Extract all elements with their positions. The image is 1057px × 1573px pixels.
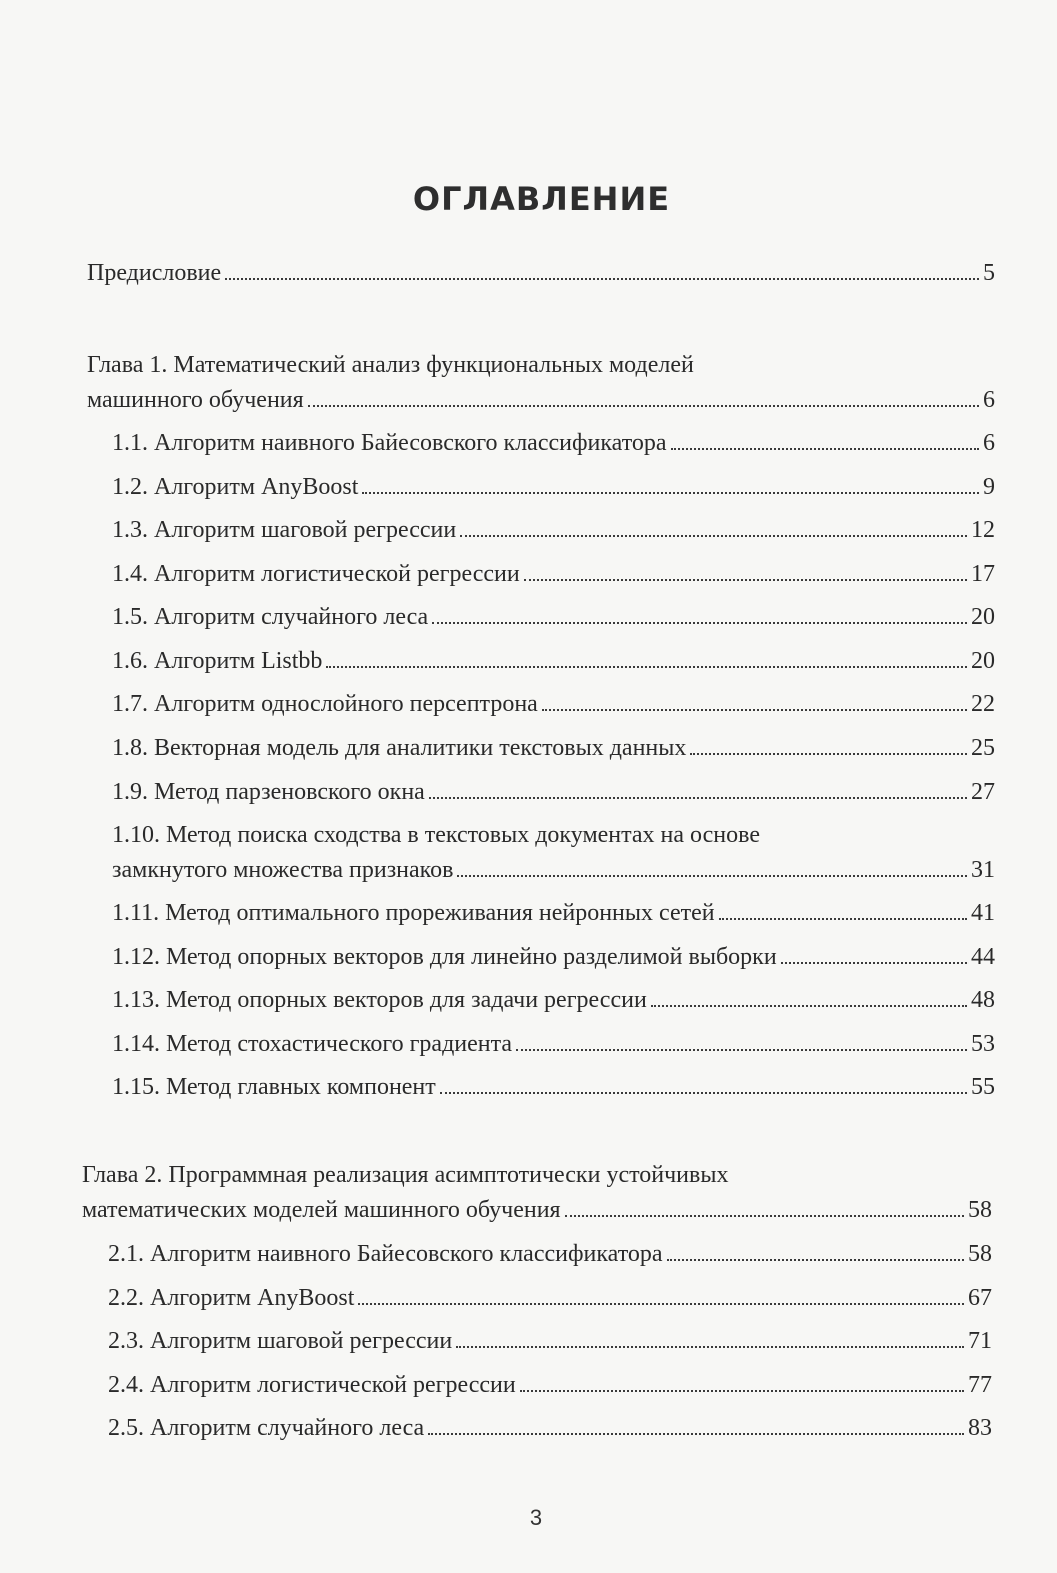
toc-entry-2-5[interactable]: [108, 1413, 992, 1443]
toc-page-number: 20: [971, 648, 995, 674]
dot-leader: [460, 534, 967, 537]
dot-leader: [308, 404, 979, 407]
toc-entry-1-10[interactable]: [112, 855, 995, 885]
toc-page-number: 12: [971, 517, 995, 543]
toc-entry-1-1[interactable]: [112, 428, 995, 458]
toc-entry-1-12[interactable]: [112, 942, 995, 972]
toc-page-number: 25: [971, 735, 995, 761]
toc-entry-1-2[interactable]: [112, 472, 995, 502]
toc-entry-label: 1.8. Векторная модель для аналитики текстовых данных: [112, 735, 687, 761]
toc-entry-1-11[interactable]: [112, 898, 995, 928]
dot-leader: [428, 1432, 964, 1435]
toc-page-number: 6: [983, 387, 995, 413]
toc-page-number: 22: [971, 691, 995, 717]
toc-entry-1-10-line-1[interactable]: 1.10. Метод поиска сходства в текстовых документах на основе: [112, 822, 760, 848]
dot-leader: [667, 1258, 964, 1261]
toc-page-number: 31: [971, 857, 995, 883]
dot-leader: [719, 917, 967, 920]
dot-leader: [520, 1389, 964, 1392]
dot-leader: [516, 1048, 967, 1051]
dot-leader: [524, 578, 967, 581]
dot-leader: [432, 621, 967, 624]
toc-page-number: 58: [968, 1197, 992, 1223]
toc-entry-label: 1.14. Метод стохастического градиента: [112, 1031, 513, 1057]
toc-entry-label: 1.1. Алгоритм наивного Байесовского классификатора: [112, 430, 667, 456]
toc-entry-label: замкнутого множества признаков: [112, 857, 454, 883]
toc-entry-1-15[interactable]: [112, 1072, 995, 1102]
toc-entry-1-8[interactable]: [112, 733, 995, 763]
toc-entry-1-13[interactable]: [112, 985, 995, 1015]
toc-entry-1-14[interactable]: [112, 1029, 995, 1059]
toc-entry-1-6[interactable]: [112, 646, 995, 676]
toc-entry-label: 1.13. Метод опорных векторов для задачи регрессии: [112, 987, 647, 1013]
toc-entry-1-3[interactable]: [112, 515, 995, 545]
dot-leader: [429, 796, 967, 799]
chapter-2-heading-line-1[interactable]: Глава 2. Программная реализация асимптотически устойчивых: [82, 1162, 729, 1188]
toc-entry-preface[interactable]: [87, 258, 995, 288]
toc-page-number: 6: [983, 430, 995, 456]
toc-entry-1-7[interactable]: [112, 689, 995, 719]
toc-entry-label: 1.5. Алгоритм случайного леса: [112, 604, 429, 630]
toc-page-number: 77: [968, 1372, 992, 1398]
toc-page-number: 53: [971, 1031, 995, 1057]
toc-entry-2-3[interactable]: [108, 1326, 992, 1356]
toc-page-number: 55: [971, 1074, 995, 1100]
dot-leader: [457, 874, 967, 877]
toc-page-number: 20: [971, 604, 995, 630]
toc-entry-2-2[interactable]: [108, 1283, 992, 1313]
toc-entry-chapter-1[interactable]: [87, 385, 995, 415]
toc-entry-label: 1.6. Алгоритм Listbb: [112, 648, 323, 674]
toc-page-number: 41: [971, 900, 995, 926]
toc-page-number: 83: [968, 1415, 992, 1441]
dot-leader: [440, 1091, 967, 1094]
toc-page-number: 44: [971, 944, 995, 970]
toc-page-number: 5: [983, 260, 995, 286]
toc-entry-label: 2.1. Алгоритм наивного Байесовского классификатора: [108, 1241, 663, 1267]
toc-page-number: 58: [968, 1241, 992, 1267]
dot-leader: [651, 1004, 967, 1007]
dot-leader: [781, 961, 967, 964]
dot-leader: [565, 1214, 964, 1217]
toc-entry-1-5[interactable]: [112, 602, 995, 632]
dot-leader: [671, 447, 979, 450]
toc-page-number: 67: [968, 1285, 992, 1311]
toc-entry-label: 2.4. Алгоритм логистической регрессии: [108, 1372, 516, 1398]
toc-entry-label: 2.3. Алгоритм шаговой регрессии: [108, 1328, 453, 1354]
dot-leader: [542, 708, 967, 711]
toc-page-number: 71: [968, 1328, 992, 1354]
toc-entry-label: 1.12. Метод опорных векторов для линейно разделимой выборки: [112, 944, 777, 970]
dot-leader: [690, 752, 967, 755]
toc-entry-label: 1.9. Метод парзеновского окна: [112, 779, 425, 805]
toc-page-number: 48: [971, 987, 995, 1013]
dot-leader: [358, 1302, 964, 1305]
toc-entry-2-1[interactable]: [108, 1239, 992, 1269]
toc-entry-label: математических моделей машинного обучения: [82, 1197, 561, 1223]
dot-leader: [225, 277, 979, 280]
toc-entry-label: 2.2. Алгоритм AnyBoost: [108, 1285, 355, 1311]
page-title: ОГЛАВЛЕНИЕ: [412, 180, 671, 218]
toc-entry-label: 1.11. Метод оптимального прореживания нейронных сетей: [112, 900, 715, 926]
page-number: 3: [529, 1505, 543, 1530]
dot-leader: [326, 665, 967, 668]
toc-entry-chapter-2[interactable]: [82, 1195, 992, 1225]
toc-entry-label: Предисловие: [87, 260, 222, 286]
dot-leader: [362, 491, 979, 494]
toc-entry-label: 1.2. Алгоритм AnyBoost: [112, 474, 359, 500]
toc-page-number: 27: [971, 779, 995, 805]
toc-entry-label: 2.5. Алгоритм случайного леса: [108, 1415, 425, 1441]
toc-page-number: 17: [971, 561, 995, 587]
chapter-1-heading-line-1[interactable]: Глава 1. Математический анализ функциональных моделей: [87, 352, 694, 378]
toc-page-number: 9: [983, 474, 995, 500]
toc-entry-label: 1.3. Алгоритм шаговой регрессии: [112, 517, 457, 543]
toc-entry-label: машинного обучения: [87, 387, 304, 413]
dot-leader: [456, 1345, 964, 1348]
toc-entry-label: 1.4. Алгоритм логистической регрессии: [112, 561, 520, 587]
toc-entry-1-4[interactable]: [112, 559, 995, 589]
toc-entry-label: 1.7. Алгоритм однослойного персептрона: [112, 691, 538, 717]
toc-entry-label: 1.15. Метод главных компонент: [112, 1074, 436, 1100]
toc-entry-2-4[interactable]: [108, 1370, 992, 1400]
toc-entry-1-9[interactable]: [112, 777, 995, 807]
